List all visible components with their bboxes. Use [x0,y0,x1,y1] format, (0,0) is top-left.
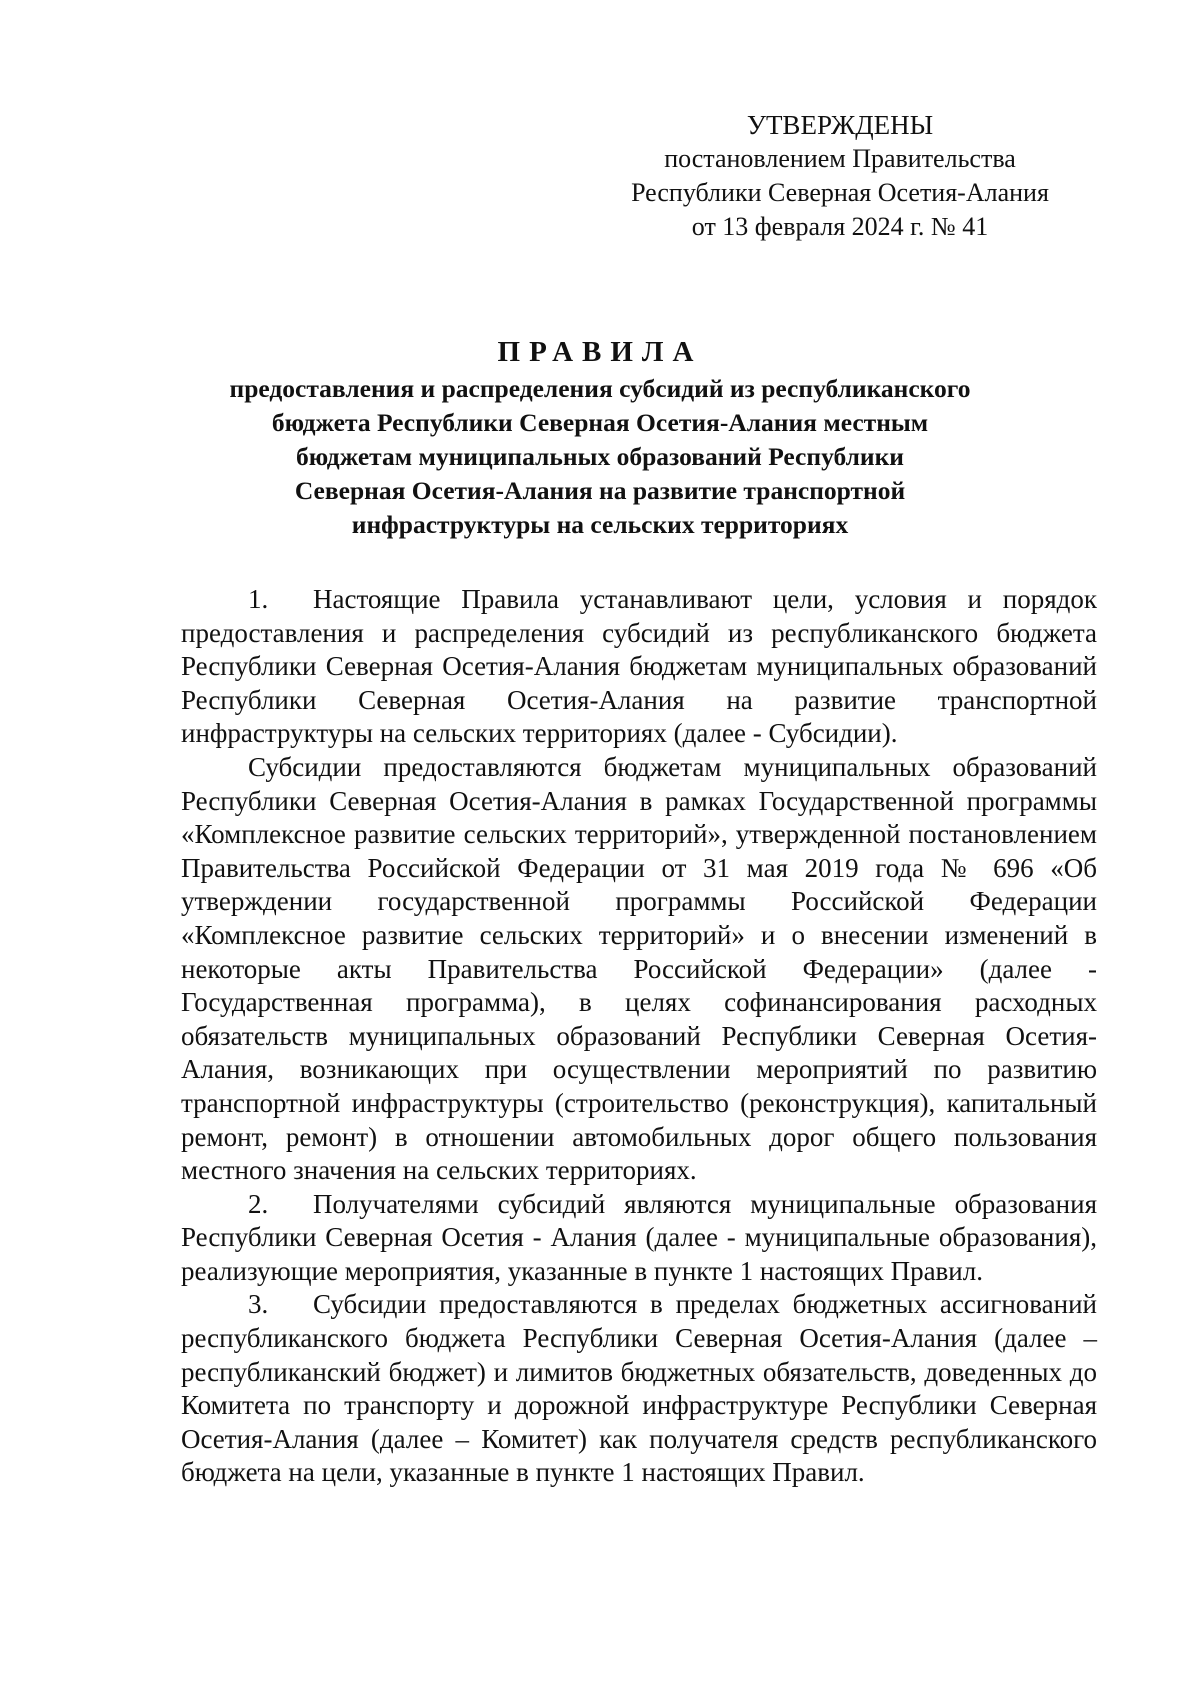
paragraph [181,751,1097,1188]
paragraph-number: 1. [248,584,269,614]
paragraph [181,1188,1097,1289]
title-line-2: бюджета Республики Северная Осетия-Алания местным [271,408,929,437]
paragraph-text: Настоящие Правила устанавливают цели, условия и порядок предоставления и распределения субсидий из республиканского бюджета Республики Северная Осетия-Алания бюджетам муниципальных образований Республики Северная Осетия-Алания на развитие транспортной инфраструктуры на сельских территориях (далее - Субсидии). [181,584,1097,749]
title-subtitle [150,372,1050,542]
document-body [181,583,1097,1490]
approval-line-2: Республики Северная Осетия-Алания [631,178,1049,207]
paragraph-number: 3. [248,1289,269,1320]
paragraph-number: 2. [248,1188,269,1219]
approval-heading: УТВЕРЖДЕНЫ [746,110,934,140]
paragraph-text: Субсидии предоставляются бюджетам муниципальных образований Республики Северная Осетия-Алания в рамках Государственной программы «Комплексное развитие сельских территорий», утвержденной постановлением Правительства Российской Федерации от 31 мая 2019 года № 696 «Об утверждении государственной программы Российской Федерации «Комплексное развитие сельских территорий» и о внесении изменений в некоторые акты Правительства Российской Федерации» (далее - Государственная программа), в целях софинансирования расходных обязательств муниципальных образований Республики Северная Осетия-Алания, возникающих при осуществлении мероприятий по развитию транспортной инфраструктуры (строительство (реконструкция), капитальный ремонт, ремонт) в отношении автомобильных дорог общего пользования местного значения на сельских территориях. [181,751,1097,1186]
approval-line-3: от 13 февраля 2024 г. № 41 [691,212,989,241]
document-title [150,334,1050,542]
title-line-4: Северная Осетия-Алания на развитие транспортной [294,476,906,505]
title-main: ПРАВИЛА [497,336,703,368]
title-line-1: предоставления и распределения субсидий из республиканского [229,374,971,403]
approval-stamp [560,108,1120,244]
paragraph-text: Получателями субсидий являются муниципальные образования Республики Северная Осетия - Алания (далее - муниципальные образования), реализующие мероприятия, указанные в пункте 1 настоящих Правил. [181,1188,1097,1286]
paragraph [181,583,1097,751]
paragraph-text: Субсидии предоставляются в пределах бюджетных ассигнований республиканского бюджета Республики Северная Осетия-Алания (далее – республиканский бюджет) и лимитов бюджетных обязательств, доведенных до Комитета по транспорту и дорожной инфраструктуре Республики Северная Осетия-Алания (далее – Комитет) как получателя средств республиканского бюджета на цели, указанные в пункте 1 настоящих Правил. [181,1289,1097,1488]
approval-line-1: постановлением Правительства [664,144,1016,173]
title-line-3: бюджетам муниципальных образований Республики [296,442,904,471]
title-line-5: инфраструктуры на сельских территориях [351,510,849,539]
paragraph [181,1288,1097,1490]
